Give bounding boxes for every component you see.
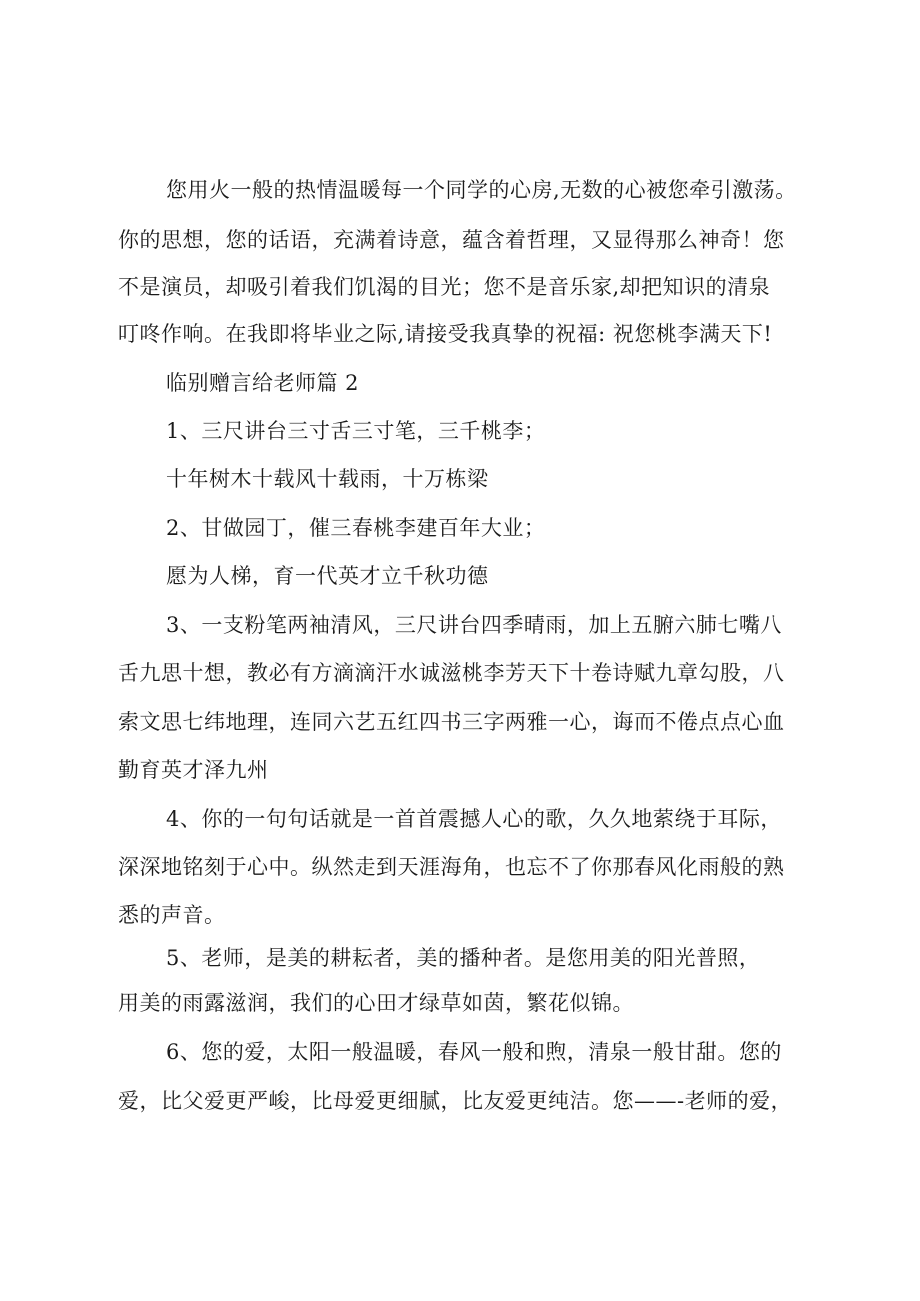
- text-line: 不是演员，却吸引着我们饥渴的目光；您不是音乐家,却把知识的清泉: [118, 275, 771, 299]
- text-line: 用美的雨露滋润，我们的心田才绿草如茵，繁花似锦。: [118, 991, 634, 1015]
- text-line: 3、一支粉笔两袖清风，三尺讲台四季晴雨，加上五腑六肺七嘴八: [166, 613, 782, 637]
- section-heading: 临别赠言给老师篇 2: [166, 371, 360, 395]
- text-line: 1、三尺讲台三寸舌三寸笔，三千桃李；: [166, 419, 546, 443]
- text-line: 6、您的爱，太阳一般温暖，春风一般和煦，清泉一般甘甜。您的: [166, 1040, 782, 1064]
- text-line: 叮咚作响。在我即将毕业之际,请接受我真挚的祝福: 祝您桃李满天下!: [118, 322, 773, 346]
- text-line: 深深地铭刻于心中。纵然走到天涯海角，也忘不了你那春风化雨般的熟: [118, 855, 785, 879]
- text-line: 舌九思十想，教必有方滴滴汗水诚滋桃李芳天下十卷诗赋九章勾股，八: [118, 661, 785, 685]
- text-line: 十年树木十载风十载雨，十万栋梁: [166, 467, 489, 491]
- text-line: 悉的声音。: [118, 903, 226, 927]
- text-line: 5、老师，是美的耕耘者，美的播种者。是您用美的阳光普照，: [166, 946, 761, 970]
- text-line: 你的思想，您的话语，充满着诗意，蕴含着哲理，又显得那么神奇！您: [118, 228, 785, 252]
- text-line: 爱，比父爱更严峻，比母爱更细腻，比友爱更纯洁。您——-老师的爱，: [118, 1089, 793, 1113]
- text-line: 勤育英才泽九州: [118, 758, 269, 782]
- text-line: 2、甘做园丁，催三春桃李建百年大业；: [166, 516, 546, 540]
- text-line: 愿为人梯，育一代英才立千秋功德: [166, 564, 489, 588]
- text-line: 您用火一般的热情温暖每一个同学的心房,无数的心被您牵引激荡。: [166, 178, 797, 202]
- text-line: 4、你的一句句话就是一首首震撼人心的歌，久久地萦绕于耳际，: [166, 807, 782, 831]
- text-line: 索文思七纬地理，连同六艺五红四书三字两雅一心，诲而不倦点点心血: [118, 710, 785, 734]
